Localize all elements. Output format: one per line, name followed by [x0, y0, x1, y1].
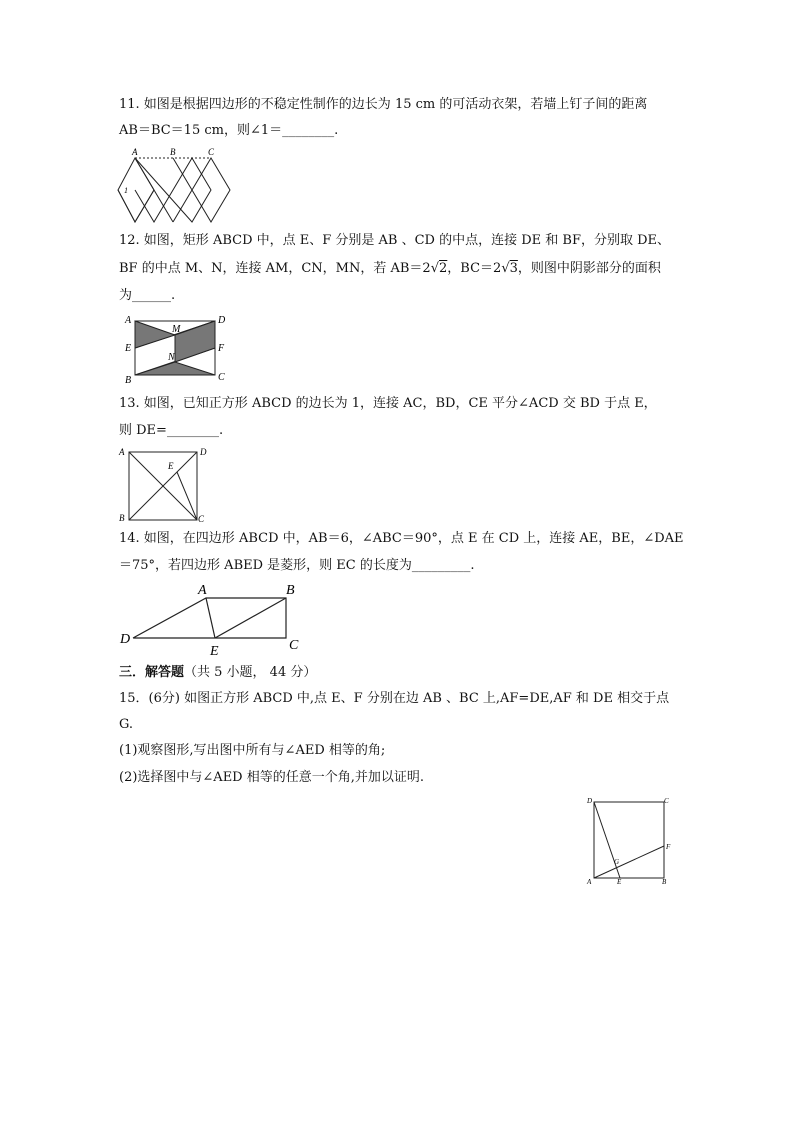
q12-label-M: M	[172, 324, 181, 335]
q14-figure-quadrilateral	[116, 580, 306, 660]
q15-text-line1: 15．(6分) 如图正方形 ABCD 中,点 E、F 分别在边 AB 、BC 上,AF=DE,AF 和 DE 相交于点	[119, 691, 670, 706]
q11-label-B: B	[170, 147, 176, 157]
q12-label-E: E	[125, 343, 132, 354]
q15-part1: (1)观察图形,写出图中所有与∠AED 相等的角;	[119, 743, 386, 758]
q11-label-C: C	[208, 147, 215, 157]
q14-text-line1: 14. 如图，在四边形 ABCD 中，AB＝6，∠ABC＝90°，点 E 在 CD 上，连接 AE，BE，∠DAE	[119, 531, 684, 546]
q15-label-F: F	[666, 843, 671, 851]
q13-label-B: B	[119, 513, 125, 523]
q13-text-line1: 13. 如图，已知正方形 ABCD 的边长为 1，连接 AC，BD，CE 平分∠ACD 交 BD 于点 E，	[119, 396, 657, 411]
q12-label-F: F	[218, 343, 225, 354]
q12-label-A: A	[125, 315, 132, 326]
q13-label-A: A	[119, 447, 125, 457]
q12-shade-3	[135, 362, 215, 375]
q12-shade-1	[135, 321, 175, 348]
q15-text-line2: G.	[119, 717, 134, 732]
q12-label-B: B	[125, 375, 132, 385]
q11-figure-hanger	[116, 146, 236, 226]
q14-label-E: E	[210, 644, 219, 659]
q13-label-C: C	[198, 514, 205, 524]
q14-label-C: C	[289, 638, 299, 653]
q12-label-N: N	[168, 352, 175, 363]
q13-label-E: E	[168, 461, 174, 471]
q11-angle-label: 1	[124, 186, 128, 195]
q14-label-A: A	[198, 583, 207, 598]
q15-label-A: A	[587, 878, 592, 886]
q13-figure-square	[116, 445, 216, 525]
q12-text-line3: 为______.	[119, 288, 176, 303]
q15-part2: (2)选择图中与∠AED 相等的任意一个角,并加以证明.	[119, 770, 425, 785]
q12-text-line1: 12. 如图，矩形 ABCD 中，点 E、F 分别是 AB 、CD 的中点，连接 DE 和 BF，分别取 DE、	[119, 233, 671, 248]
q11-text-line2: AB＝BC＝15 cm，则∠1＝________.	[119, 123, 339, 138]
q15-label-G: G	[614, 858, 620, 866]
q12-figure-rectangle	[120, 310, 235, 385]
q15-figure-square	[584, 793, 679, 888]
q14-text-line2: ＝75°，若四边形 ABED 是菱形，则 EC 的长度为_________.	[119, 558, 475, 573]
q12-text-line2: BF 的中点 M、N，连接 AM，CN，MN，若 AB＝2√2，BC＝2√3，则图中阴影部分的面积	[119, 261, 661, 276]
q13-label-D: D	[200, 447, 207, 457]
q14-label-D: D	[120, 632, 131, 647]
q11-label-A: A	[132, 147, 138, 157]
q15-label-E: E	[617, 878, 622, 886]
section3-heading: 三．解答题（共 5 小题， 44 分）	[119, 665, 317, 680]
q11-text-line1: 11. 如图是根据四边形的不稳定性制作的边长为 15 cm 的可活动衣架，若墙上钉子间的距离	[119, 97, 648, 112]
q15-label-B: B	[662, 878, 667, 886]
q12-label-C: C	[218, 372, 225, 383]
q12-shade-2	[175, 321, 215, 362]
q15-label-C: C	[664, 797, 669, 805]
q13-text-line2: 则 DE=________.	[119, 423, 224, 438]
q12-label-D: D	[218, 315, 226, 326]
q14-label-B: B	[286, 583, 295, 598]
q15-label-D: D	[587, 797, 593, 805]
